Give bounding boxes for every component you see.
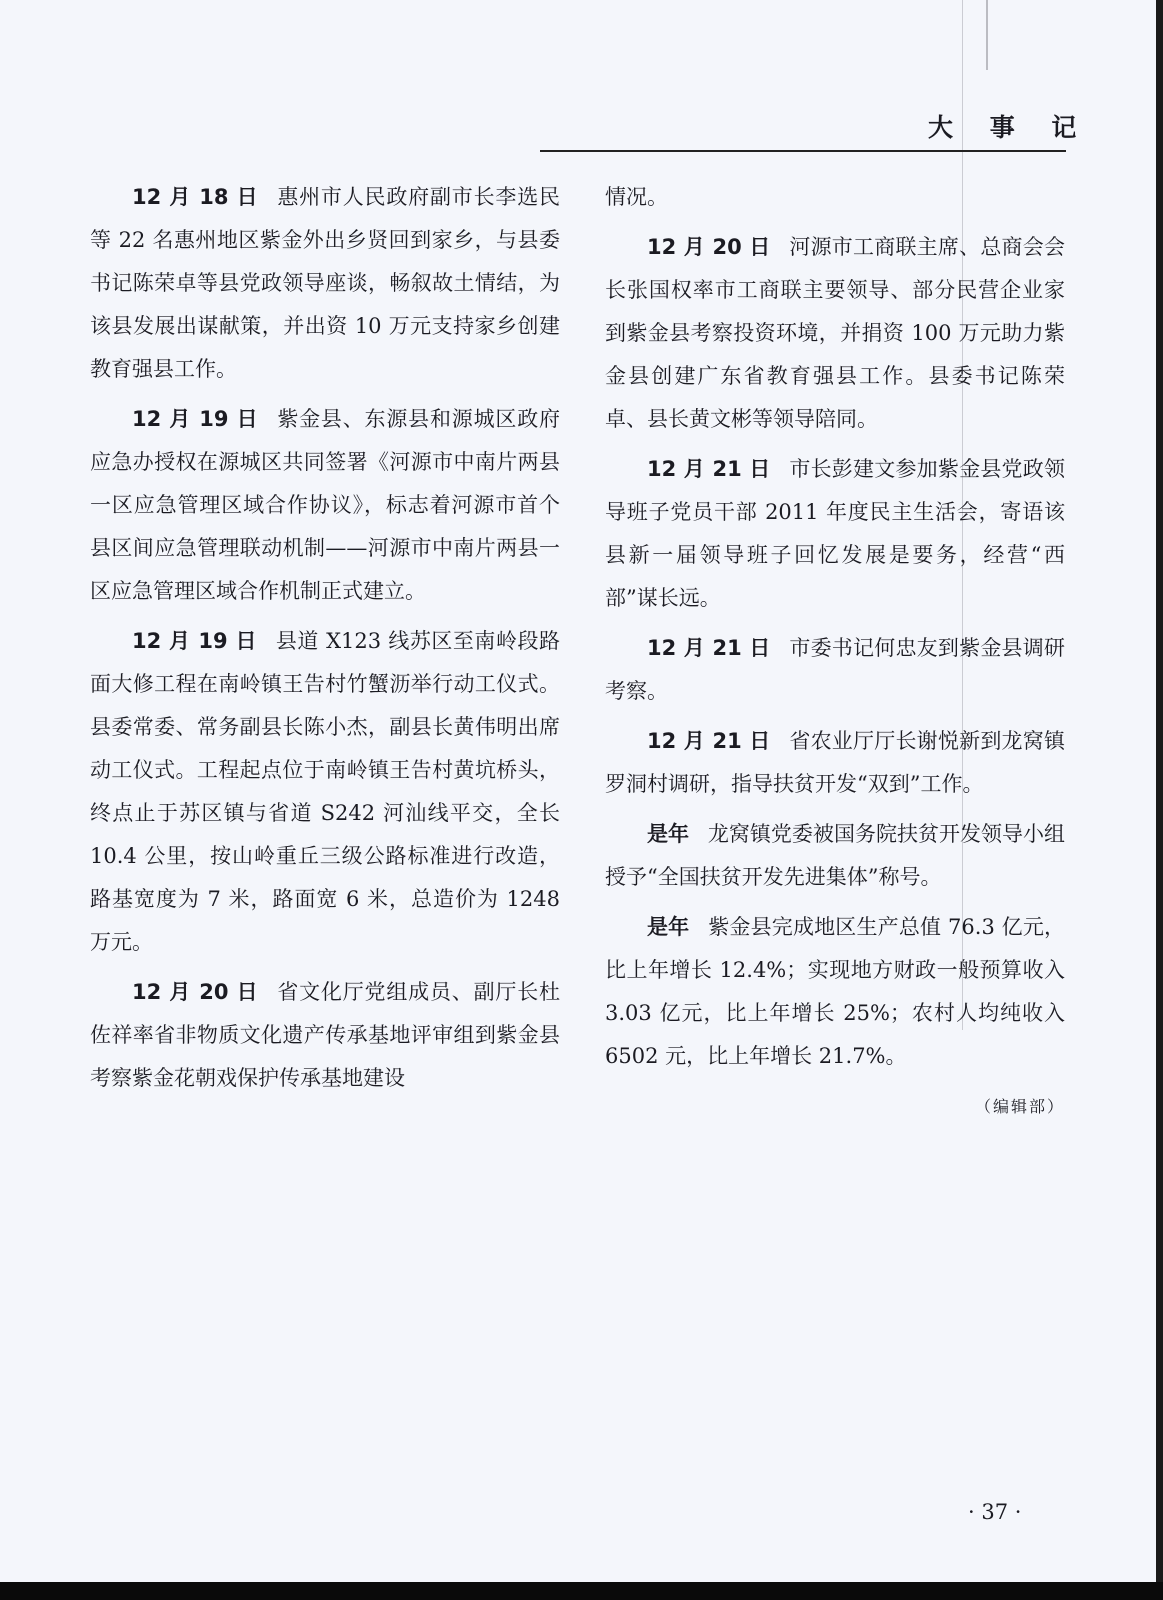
event-text: 紫金县完成地区生产总值 76.3 亿元，比上年增长 12.4%；实现地方财政一般预算收入 3.03 亿元，比上年增长 25%；农村人均纯收入 6502 元，比上年增长 21.7%。 (605, 915, 1066, 1068)
event-entry (605, 226, 1065, 441)
section-title: 大 事 记 (928, 113, 1091, 142)
event-entry (90, 971, 560, 1100)
event-text: 河源市工商联主席、总商会会长张国权率市工商联主要领导、部分民营企业家到紫金县考察投资环境，并捐资 100 万元助力紫金县创建广东省教育强县工作。县委书记陈荣卓、县长黄文彬等领导陪同。 (605, 235, 1065, 431)
editor-signature: （编辑部） (974, 1097, 1065, 1116)
event-entry (90, 398, 560, 613)
scan-edge-bottom (0, 1582, 1163, 1600)
event-entry (605, 627, 1065, 713)
event-text: 省文化厅党组成员、副厅长杜佐祥率省非物质文化遗产传承基地评审组到紫金县考察紫金花朝戏保护传承基地建设 (90, 980, 560, 1090)
event-text: 市委书记何忠友到紫金县调研考察。 (605, 636, 1065, 703)
event-date: 12 月 20 日 (132, 980, 259, 1004)
event-entry (605, 720, 1065, 806)
event-date: 12 月 19 日 (132, 629, 257, 653)
event-entry (605, 448, 1065, 620)
event-date: 12 月 19 日 (132, 407, 259, 431)
event-entry (90, 620, 560, 964)
scan-mark (986, 0, 988, 70)
event-date: 12 月 18 日 (132, 185, 259, 209)
event-text: 市长彭建文参加紫金县党政领导班子党员干部 2011 年度民主生活会，寄语该县新一届领导班子回忆发展是要务，经营“西部”谋长远。 (605, 457, 1065, 610)
event-date: 12 月 21 日 (647, 457, 771, 481)
event-date: 12 月 20 日 (647, 235, 771, 259)
event-entry (605, 813, 1065, 899)
event-date: 是年 (647, 915, 690, 939)
right-column (605, 176, 1065, 1128)
scan-edge-right (1156, 0, 1163, 1600)
event-text: 龙窝镇党委被国务院扶贫开发领导小组授予“全国扶贫开发先进集体”称号。 (605, 822, 1066, 889)
event-date: 12 月 21 日 (647, 636, 771, 660)
page-number: · 37 · (968, 1500, 1022, 1524)
event-entry (605, 906, 1065, 1078)
header-rule (540, 150, 1066, 152)
entry-continuation: 情况。 (605, 185, 668, 209)
event-text: 紫金县、东源县和源城区政府应急办授权在源城区共同签署《河源市中南片两县一区应急管理区域合作协议》，标志着河源市首个县区间应急管理联动机制——河源市中南片两县一区应急管理区域合作机制正式建立。 (90, 407, 560, 603)
event-date: 12 月 21 日 (647, 729, 771, 753)
event-date: 是年 (647, 822, 690, 846)
event-text: 县道 X123 线苏区至南岭段路面大修工程在南岭镇王告村竹蟹沥举行动工仪式。县委常委、常务副县长陈小杰，副县长黄伟明出席动工仪式。工程起点位于南岭镇王告村黄坑桥头，终点止于苏区镇与省道 S242 河汕线平交，全长 10.4 公里，按山岭重丘三级公路标准进行改造，路基宽度为 7 米，路面宽 6 米，总造价为 1248 万元。 (90, 629, 560, 954)
event-text: 省农业厅厅长谢悦新到龙窝镇罗洞村调研，指导扶贫开发“双到”工作。 (605, 729, 1065, 796)
event-text: 惠州市人民政府副市长李选民等 22 名惠州地区紫金外出乡贤回到家乡，与县委书记陈荣卓等县党政领导座谈，畅叙故土情结，为该县发展出谋献策，并出资 10 万元支持家乡创建教育强县工作。 (90, 185, 560, 381)
event-entry (90, 176, 560, 391)
left-column (90, 176, 560, 1107)
